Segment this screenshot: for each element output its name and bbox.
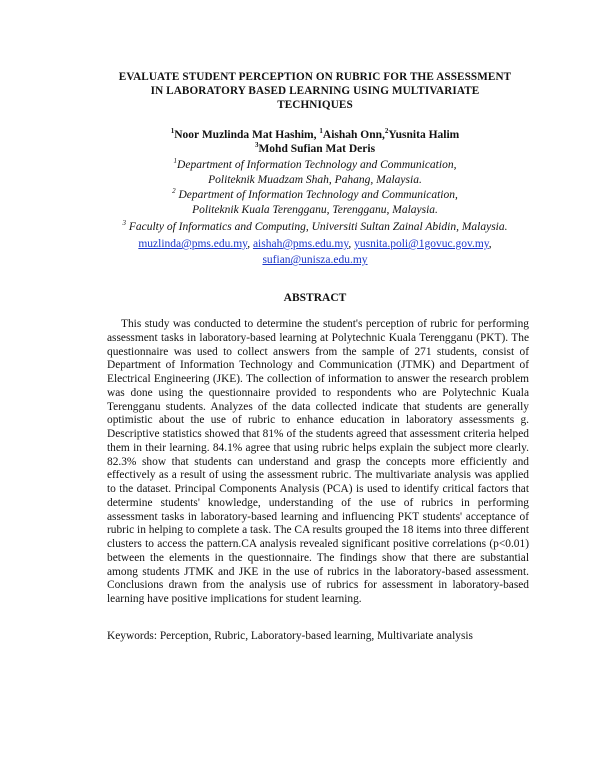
author-3-superscript: 2 <box>384 127 389 136</box>
authors-line-1 <box>80 128 550 142</box>
author-4-name: Mohd Sufian Mat Deris <box>258 143 376 155</box>
paper-title <box>100 70 530 112</box>
affiliation-1 <box>80 158 550 187</box>
email-separator: , <box>488 238 492 250</box>
email-link-aishah[interactable]: aishah@pms.edu.my <box>252 238 349 250</box>
abstract-heading: ABSTRACT <box>283 292 347 304</box>
author-1-superscript: 1 <box>170 127 175 136</box>
affiliation-1-line-2: Politeknik Muadzam Shah, Pahang, Malaysia. <box>208 173 422 186</box>
author-emails <box>80 236 550 268</box>
emails-line-1 <box>80 236 550 252</box>
email-separator: , <box>247 238 253 250</box>
affiliation-3 <box>80 220 550 235</box>
affiliation-1-line-1: Department of Information Technology and Communication, <box>177 159 457 171</box>
email-separator: , <box>348 238 355 250</box>
affiliation-1-superscript: 1 <box>173 157 178 166</box>
emails-line-2 <box>80 252 550 268</box>
author-list <box>80 128 550 156</box>
affiliation-3-superscript: 3 <box>122 219 126 228</box>
author-3-name: Yusnita Halim <box>388 129 460 141</box>
author-4-superscript: 3 <box>254 141 259 150</box>
keywords-line: Keywords: Perception, Rubric, Laboratory-based learning, Multivariate analysis <box>107 630 473 642</box>
affiliation-2-superscript: 2 <box>172 187 176 196</box>
email-link-sufian[interactable]: sufian@unisza.edu.my <box>262 254 368 266</box>
affiliation-3-line-1: Faculty of Informatics and Computing, Universiti Sultan Zainal Abidin, Malaysia. <box>125 221 508 233</box>
authors-line-2 <box>80 142 550 156</box>
email-link-muzlinda[interactable]: muzlinda@pms.edu.my <box>138 238 248 250</box>
author-2-name: Aishah Onn, <box>322 129 385 141</box>
author-1-name: Noor Muzlinda Mat Hashim, <box>174 129 317 141</box>
author-2-superscript: 1 <box>319 127 323 136</box>
email-link-yusnita[interactable]: yusnita.poli@1govuc.gov.my <box>354 238 489 250</box>
affiliation-2-line-1: Department of Information Technology and Communication, <box>175 189 458 201</box>
title-line-2: IN LABORATORY BASED LEARNING USING MULTIVARIATE <box>150 85 480 97</box>
affiliation-2 <box>80 188 550 217</box>
affiliation-2-line-2: Politeknik Kuala Terengganu, Terengganu, Malaysia. <box>192 203 438 216</box>
title-line-1: EVALUATE STUDENT PERCEPTION ON RUBRIC FOR THE ASSESSMENT <box>118 71 512 83</box>
abstract-body: This study was conducted to determine the student's perception of rubric for performing assessment tasks in laboratory-based learning at Polytechnic Kuala Terengganu (PKT). The questionnaire was used to collect answers from the sample of 271 students, consist of Department of Information Technology and Communication (JTMK) and Department of Electrical Engineering (JKE). The collection of information to answer the research problem was done using the questionnaire provided to respondents who are Polytechnic Kuala Terengganu students. Analyzes of the data collected indicate that students are generally optimistic about the use of rubric to enhance education in laboratory assessments g. Descriptive statistics showed that 81% of the students agreed that assessment criteria helped them in their learning. 84.1% agree that using rubric helps explain the subject more clearly. 82.3% show that students can understand and grasp the concepts more efficiently and effectively as a result of using the assessment rubric. The multivariate analysis was applied to the dataset. Principal Components Analysis (PCA) is used to identify critical factors that determine students' knowledge, understanding of the use of rubrics in performing assessment tasks in laboratory-based learning and influencing PKT students' acceptance of rubric in helping to complete a task. The CA results grouped the 18 items into three different clusters to access the pattern.CA analysis revealed significant positive correlations (p<0.01) between the elements in the questionnaire. The findings show that there are substantial among students JTMK and JKE in the use of rubrics in the laboratory-based assessment. Conclusions drawn from the analysis use of rubrics for assessment in laboratory-based learning have positive implications for student learning. <box>107 318 529 605</box>
title-line-3: TECHNIQUES <box>277 99 353 111</box>
